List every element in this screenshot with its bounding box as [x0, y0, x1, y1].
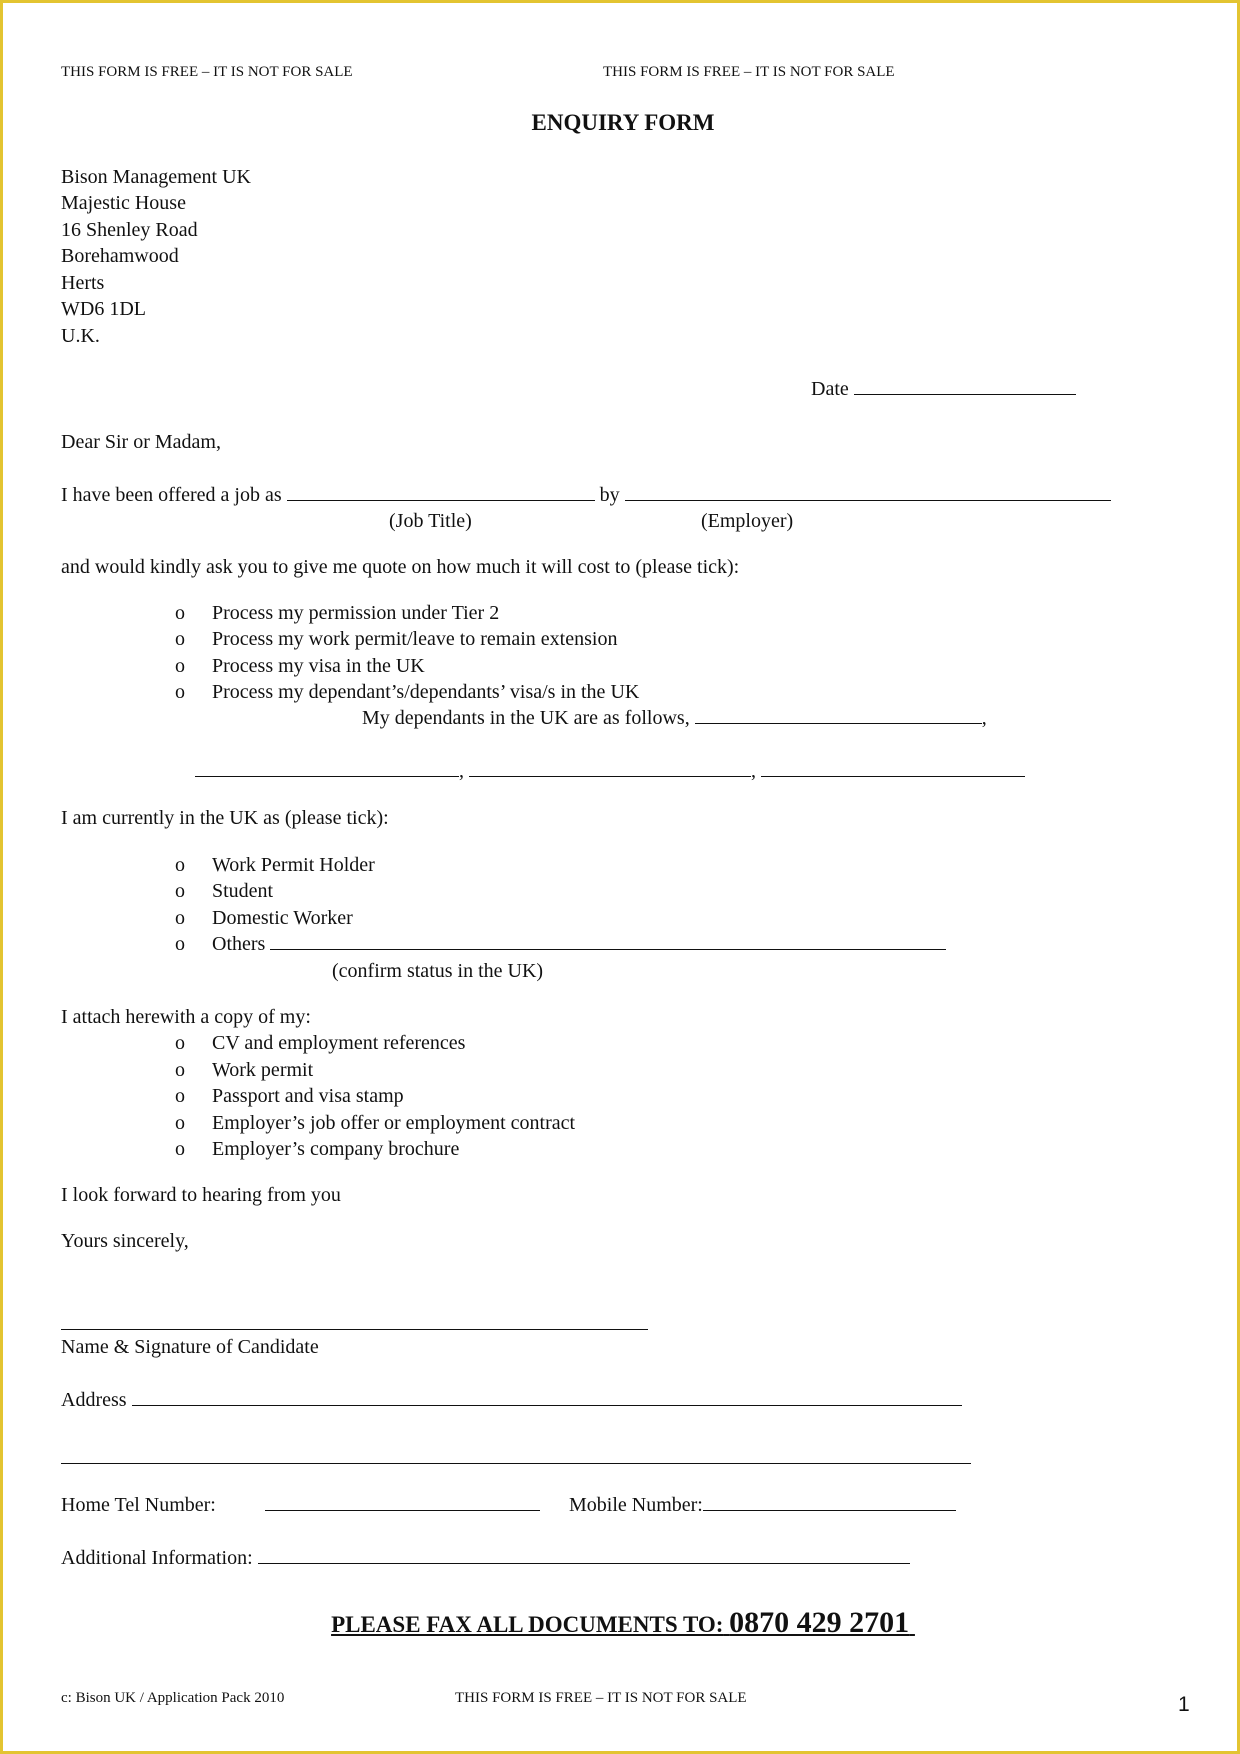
fax-number: 0870 429 2701 — [729, 1606, 910, 1639]
footer-copyright: c: Bison UK / Application Pack 2010 — [61, 1690, 285, 1706]
date-row — [811, 378, 1076, 401]
status-option-1-label: Work Permit Holder — [212, 854, 375, 876]
address-line-1: Bison Management UK — [61, 166, 251, 188]
quote-intro: and would kindly ask you to give me quote on how much it will cost to (please tick): — [61, 556, 740, 578]
signature-line[interactable] — [61, 1329, 648, 1330]
dependant-comma-1: , — [981, 707, 987, 729]
home-tel-label: Home Tel Number: — [61, 1494, 216, 1516]
quote-option-2-checkbox[interactable]: o — [175, 628, 185, 650]
quote-option-1-checkbox[interactable]: o — [175, 602, 185, 624]
header-left-notice: THIS FORM IS FREE – IT IS NOT FOR SALE — [61, 64, 353, 80]
job-title-field[interactable] — [287, 499, 595, 501]
attach-option-2-checkbox[interactable]: o — [175, 1059, 185, 1081]
dependants-row — [362, 707, 987, 730]
attach-option-1-label: CV and employment references — [212, 1032, 466, 1054]
others-status-field[interactable] — [270, 948, 946, 950]
page-number: 1 — [1178, 1693, 1190, 1716]
job-offer-row — [61, 484, 1111, 507]
status-option-2-label: Student — [212, 880, 274, 902]
additional-info-label: Additional Information: — [61, 1547, 253, 1569]
address-field-1[interactable] — [132, 1404, 962, 1406]
employer-caption: (Employer) — [701, 510, 794, 532]
mobile-label: Mobile Number: — [569, 1494, 703, 1516]
attach-option-5-label: Employer’s company brochure — [212, 1138, 460, 1160]
quote-option-1-label: Process my permission under Tier 2 — [212, 602, 500, 624]
address-line-7: U.K. — [61, 325, 100, 347]
mobile-field[interactable] — [703, 1509, 956, 1511]
additional-info-field[interactable] — [258, 1562, 910, 1564]
home-tel-field[interactable] — [265, 1509, 540, 1511]
status-option-3-checkbox[interactable]: o — [175, 907, 185, 929]
dependant-field-2[interactable] — [195, 775, 459, 777]
job-offer-by: by — [599, 484, 620, 506]
quote-option-4-label: Process my dependant’s/dependants’ visa/s in the UK — [212, 681, 640, 703]
dependant-comma-2: , — [459, 760, 464, 782]
page-title: ENQUIRY FORM — [531, 110, 715, 135]
dependants-label: My dependants in the UK are as follows, — [362, 707, 690, 729]
additional-info-row — [61, 1547, 910, 1570]
status-option-4-row — [212, 933, 946, 956]
attach-intro: I attach herewith a copy of my: — [61, 1006, 311, 1028]
address-line-2: Majestic House — [61, 192, 186, 214]
quote-option-3-label: Process my visa in the UK — [212, 655, 425, 677]
attach-option-4-checkbox[interactable]: o — [175, 1112, 185, 1134]
attach-option-4-label: Employer’s job offer or employment contract — [212, 1112, 576, 1134]
signature-label: Name & Signature of Candidate — [61, 1336, 319, 1358]
fax-instruction — [3, 1606, 1240, 1640]
status-intro: I am currently in the UK as (please tick): — [61, 807, 389, 829]
job-title-caption: (Job Title) — [389, 510, 472, 532]
status-option-4-label: Others — [212, 933, 266, 955]
footer-notice: THIS FORM IS FREE – IT IS NOT FOR SALE — [455, 1690, 747, 1706]
fax-text: PLEASE FAX ALL DOCUMENTS TO: — [331, 1612, 724, 1637]
attach-option-1-checkbox[interactable]: o — [175, 1032, 185, 1054]
dependant-comma-3: , — [751, 760, 756, 782]
address-label: Address — [61, 1389, 127, 1411]
attach-option-5-checkbox[interactable]: o — [175, 1138, 185, 1160]
job-offer-prefix: I have been offered a job as — [61, 484, 282, 506]
header-right-notice: THIS FORM IS FREE – IT IS NOT FOR SALE — [603, 64, 895, 80]
mobile-row — [569, 1494, 956, 1517]
address-line-3: 16 Shenley Road — [61, 219, 198, 241]
dependant-field-1[interactable] — [695, 722, 982, 724]
address-field-2[interactable] — [61, 1463, 971, 1464]
status-option-3-label: Domestic Worker — [212, 907, 353, 929]
address-line-4: Borehamwood — [61, 245, 179, 267]
address-line-5: Herts — [61, 272, 105, 294]
quote-option-3-checkbox[interactable]: o — [175, 655, 185, 677]
status-option-4-checkbox[interactable]: o — [175, 933, 185, 955]
home-tel-row — [61, 1494, 216, 1517]
address-line-6: WD6 1DL — [61, 298, 146, 320]
attach-option-3-checkbox[interactable]: o — [175, 1085, 185, 1107]
address-row — [61, 1389, 962, 1412]
status-option-1-checkbox[interactable]: o — [175, 854, 185, 876]
closing-line: I look forward to hearing from you — [61, 1184, 341, 1206]
status-caption: (confirm status in the UK) — [332, 960, 544, 982]
attach-option-2-label: Work permit — [212, 1059, 314, 1081]
employer-field[interactable] — [625, 499, 1111, 501]
date-label: Date — [811, 378, 849, 400]
date-field[interactable] — [854, 393, 1076, 395]
quote-option-4-checkbox[interactable]: o — [175, 681, 185, 703]
signoff: Yours sincerely, — [61, 1230, 189, 1252]
dependants-row-2 — [195, 760, 1025, 783]
quote-option-2-label: Process my work permit/leave to remain extension — [212, 628, 618, 650]
attach-option-3-label: Passport and visa stamp — [212, 1085, 404, 1107]
status-option-2-checkbox[interactable]: o — [175, 880, 185, 902]
dependant-field-3[interactable] — [469, 775, 751, 777]
dependant-field-4[interactable] — [761, 775, 1025, 777]
salutation: Dear Sir or Madam, — [61, 431, 221, 453]
home-tel-field-wrap — [265, 1494, 540, 1517]
